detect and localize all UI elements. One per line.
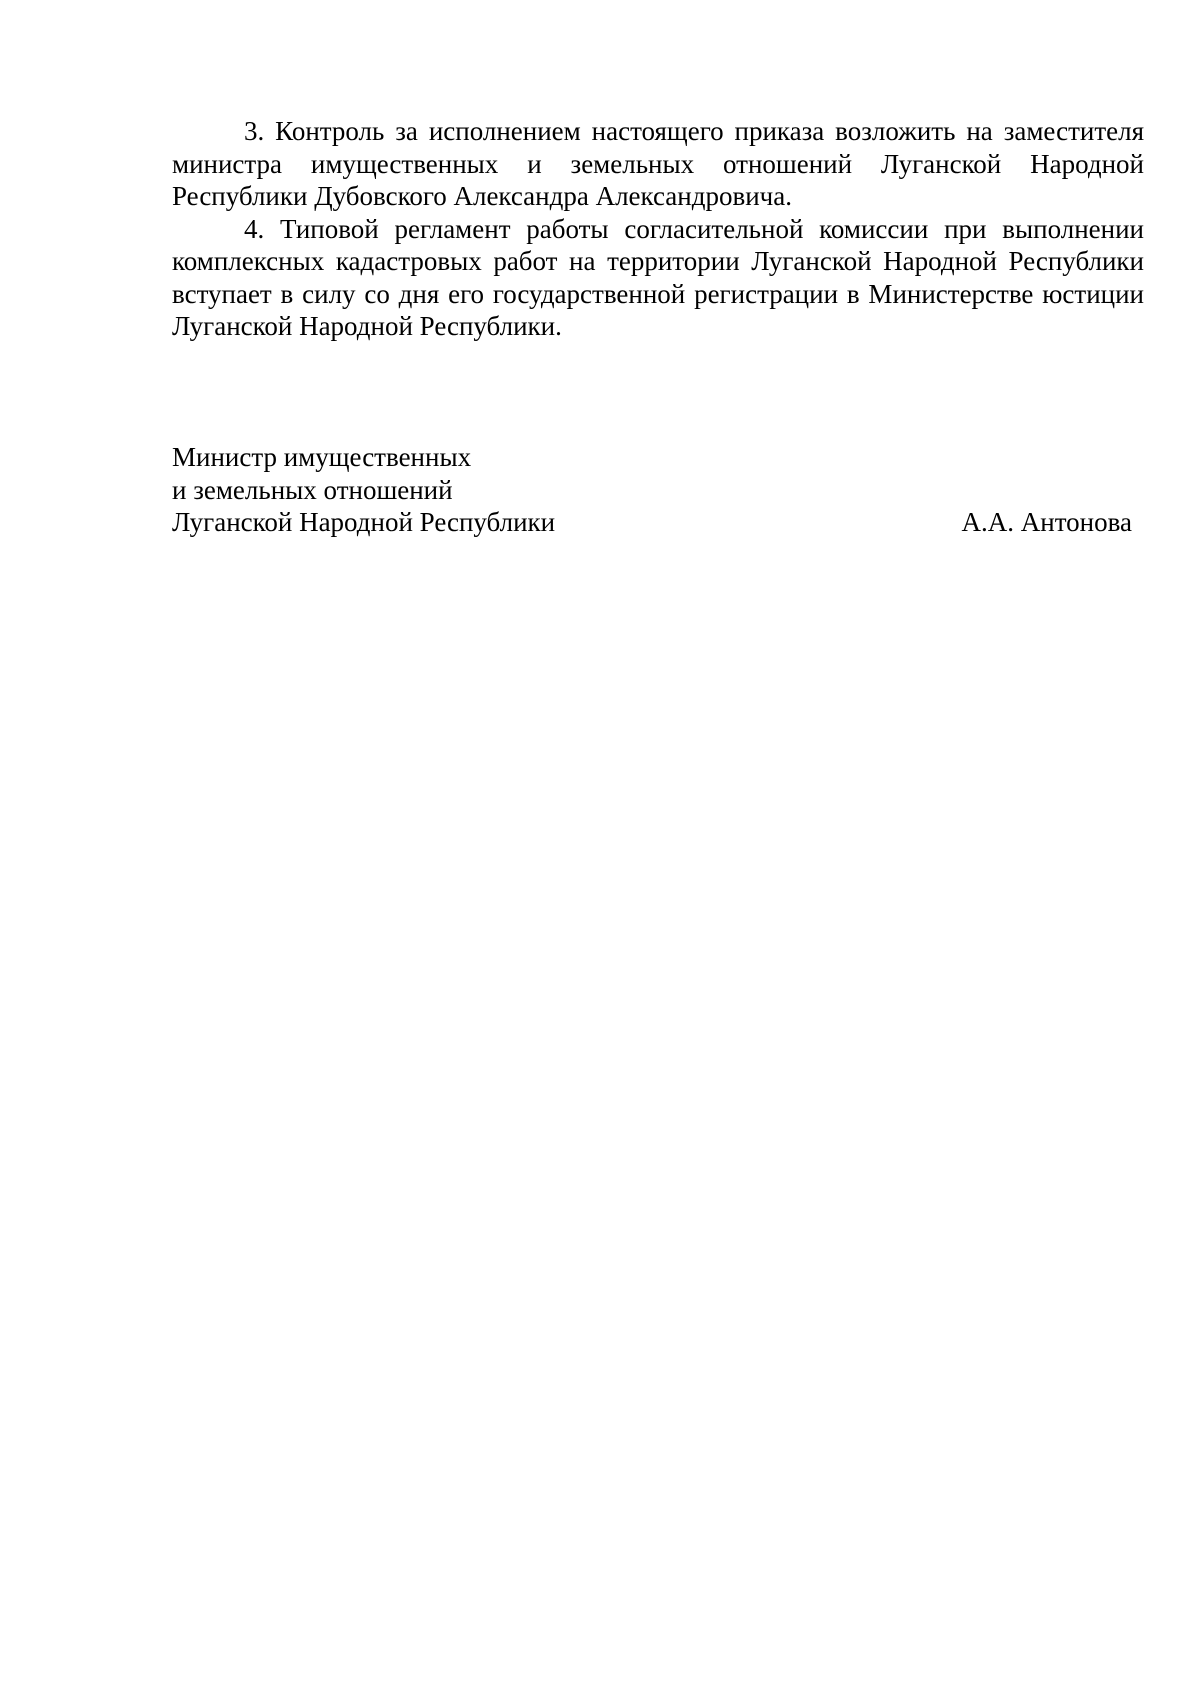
- signatory-position-line: и земельных отношений: [172, 474, 453, 505]
- signatory-position-line: Министр имущественных: [172, 442, 472, 472]
- signatory-name: А.А. Антонова: [961, 507, 1132, 537]
- paragraph-item-4: 4. Типовой регламент работы согласительной комиссии при выполнении комплексных кадастровых работ на территории Луганской Народной Республики вступает в силу со дня его государственной регистрации в Министерстве юстиции Луганской Народной Республики.: [172, 213, 1144, 341]
- paragraph-item-3: 3. Контроль за исполнением настоящего приказа возложить на заместителя министра имущественных и земельных отношений Луганской Народной Республики Дубовского Александра Александровича.: [172, 116, 1144, 211]
- signature-block: [172, 441, 1132, 539]
- signatory-position-line: Луганской Народной Республики: [172, 507, 556, 537]
- document-body: [172, 115, 1144, 343]
